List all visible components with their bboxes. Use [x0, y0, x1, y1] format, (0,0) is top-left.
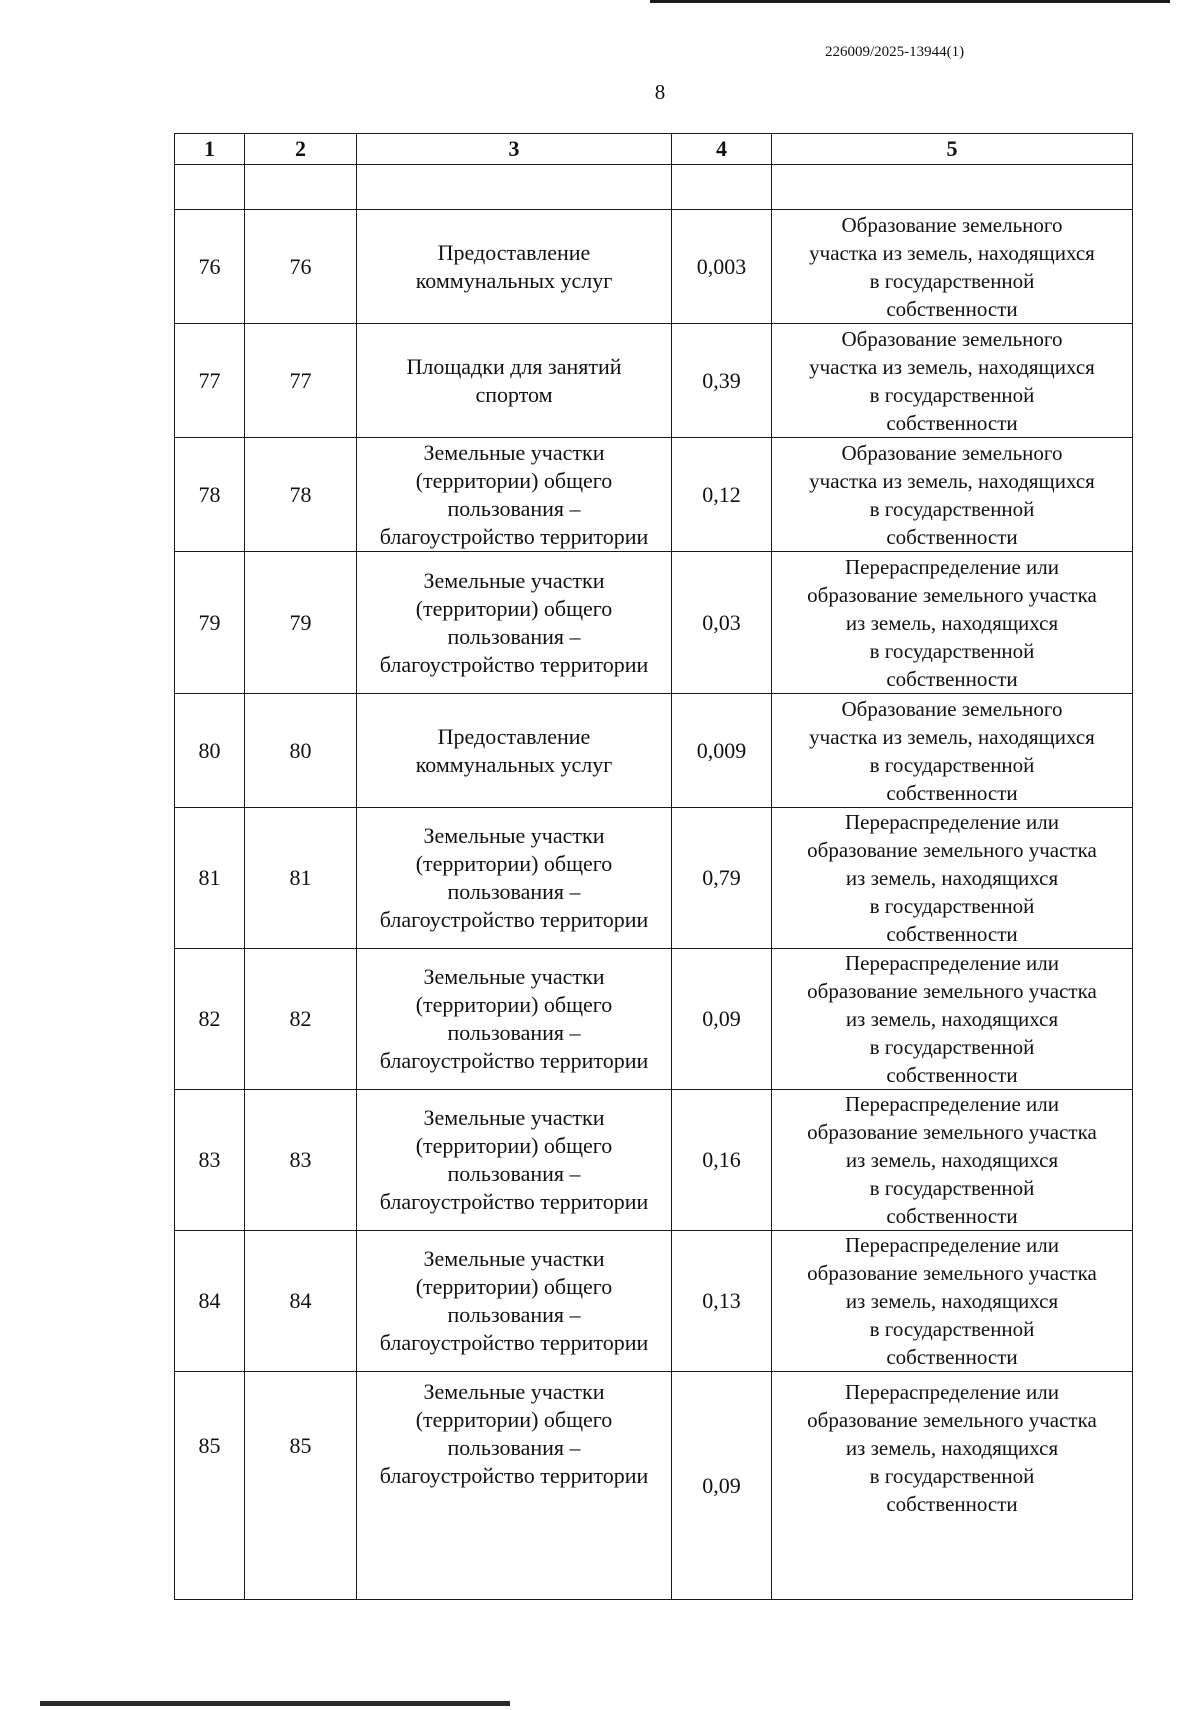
plot-number-cell: 81: [245, 808, 357, 949]
table-body: [175, 165, 1133, 1600]
permitted-use-cell: [357, 210, 672, 324]
area-cell: 0,09: [672, 949, 772, 1090]
scan-artifact-bottom: [40, 1701, 510, 1706]
table-row: [175, 552, 1133, 694]
row-number-cell: 84: [175, 1231, 245, 1372]
permitted-use-line: спортом: [475, 381, 553, 407]
formation-method-line: в государственной: [869, 894, 1035, 918]
formation-method-line: в государственной: [869, 752, 1035, 777]
formation-method-line: собственности: [886, 1063, 1018, 1087]
area-cell: 0,16: [672, 1090, 772, 1231]
permitted-use-line: Предоставление: [437, 723, 591, 749]
permitted-use-cell: [357, 324, 672, 438]
formation-method-line: Перераспределение или: [844, 810, 1060, 834]
plot-number-cell: 82: [245, 949, 357, 1090]
area-cell: 0,13: [672, 1231, 772, 1372]
area-cell: 0,39: [672, 324, 772, 438]
formation-method-line: из земель, находящихся: [845, 1148, 1059, 1172]
row-number-cell: 76: [175, 210, 245, 324]
formation-method-line: собственности: [886, 780, 1018, 805]
permitted-use-line: (территории) общего: [415, 851, 613, 876]
formation-method-line: образование земельного участка: [807, 1261, 1097, 1285]
permitted-use-cell: [357, 552, 672, 694]
formation-method-cell: [772, 808, 1133, 949]
table-row: [175, 808, 1133, 949]
permitted-use-cell: [357, 808, 672, 949]
table-row: [175, 1231, 1133, 1372]
row-number-cell: 79: [175, 552, 245, 694]
empty-cell: [357, 165, 672, 210]
formation-method-line: Перераспределение или: [844, 554, 1060, 579]
permitted-use-line: благоустройство территории: [379, 1048, 649, 1073]
permitted-use-line: Земельные участки: [423, 567, 605, 593]
table-row: [175, 438, 1133, 552]
plot-number-cell: 83: [245, 1090, 357, 1231]
formation-method-line: собственности: [886, 296, 1018, 321]
permitted-use-line: Земельные участки: [423, 823, 605, 848]
permitted-use-line: пользования –: [447, 1302, 581, 1327]
empty-cell: [175, 165, 245, 210]
row-number-cell: 81: [175, 808, 245, 949]
permitted-use-line: Площадки для занятий: [406, 353, 622, 379]
permitted-use-line: благоустройство территории: [379, 1330, 649, 1355]
formation-method-line: собственности: [886, 1345, 1018, 1369]
formation-method-line: из земель, находящихся: [845, 1436, 1059, 1460]
area-cell: 0,79: [672, 808, 772, 949]
permitted-use-line: благоустройство территории: [379, 907, 649, 932]
formation-method-line: собственности: [886, 524, 1018, 549]
permitted-use-cell: [357, 1372, 672, 1600]
plot-number-cell: 78: [245, 438, 357, 552]
column-header-4: 4: [672, 134, 772, 165]
formation-method-cell: [772, 552, 1133, 694]
formation-method-line: образование земельного участка: [807, 582, 1097, 607]
permitted-use-line: коммунальных услуг: [415, 267, 613, 293]
formation-method-line: в государственной: [869, 1464, 1035, 1488]
column-header-1: 1: [175, 134, 245, 165]
row-number-cell: 82: [175, 949, 245, 1090]
permitted-use-cell: [357, 1090, 672, 1231]
formation-method-line: из земель, находящихся: [845, 1289, 1059, 1313]
permitted-use-line: Земельные участки: [423, 1105, 605, 1130]
formation-method-cell: [772, 1231, 1133, 1372]
plot-number-cell: 79: [245, 552, 357, 694]
area-cell: 0,009: [672, 694, 772, 808]
plot-number-cell: 85: [245, 1372, 357, 1600]
formation-method-line: образование земельного участка: [807, 1408, 1097, 1432]
formation-method-cell: [772, 694, 1133, 808]
formation-method-line: в государственной: [869, 638, 1035, 663]
area-cell: 0,09: [672, 1372, 772, 1600]
formation-method-line: из земель, находящихся: [845, 1007, 1059, 1031]
formation-method-line: Перераспределение или: [844, 1380, 1060, 1404]
permitted-use-line: (территории) общего: [415, 1407, 613, 1432]
permitted-use-line: благоустройство территории: [379, 1463, 649, 1488]
formation-method-line: из земель, находящихся: [845, 866, 1059, 890]
permitted-use-line: Земельные участки: [423, 1379, 605, 1404]
permitted-use-line: (территории) общего: [415, 1274, 613, 1299]
area-cell: 0,12: [672, 438, 772, 552]
formation-method-line: Образование земельного: [841, 212, 1063, 237]
table-row: [175, 1372, 1133, 1600]
permitted-use-line: Предоставление: [437, 239, 591, 265]
plot-number-cell: 77: [245, 324, 357, 438]
formation-method-line: в государственной: [869, 382, 1035, 407]
formation-method-line: образование земельного участка: [807, 838, 1097, 862]
formation-method-line: образование земельного участка: [807, 979, 1097, 1003]
formation-method-line: Образование земельного: [841, 440, 1063, 465]
formation-method-line: образование земельного участка: [807, 1120, 1097, 1144]
table-row: [175, 949, 1133, 1090]
formation-method-line: Образование земельного: [841, 326, 1063, 351]
permitted-use-line: (территории) общего: [415, 992, 613, 1017]
formation-method-cell: [772, 949, 1133, 1090]
formation-method-line: Перераспределение или: [844, 951, 1060, 975]
formation-method-line: в государственной: [869, 268, 1035, 293]
empty-spacer-row: [175, 165, 1133, 210]
permitted-use-cell: [357, 1231, 672, 1372]
permitted-use-line: Земельные участки: [423, 1246, 605, 1271]
permitted-use-line: коммунальных услуг: [415, 751, 613, 777]
column-header-3: 3: [357, 134, 672, 165]
row-number-cell: 83: [175, 1090, 245, 1231]
table-row: [175, 694, 1133, 808]
permitted-use-line: пользования –: [447, 1161, 581, 1186]
permitted-use-cell: [357, 438, 672, 552]
formation-method-line: собственности: [886, 922, 1018, 946]
formation-method-cell: [772, 438, 1133, 552]
formation-method-cell: [772, 210, 1133, 324]
row-number-cell: 78: [175, 438, 245, 552]
row-number-cell: 77: [175, 324, 245, 438]
formation-method-line: из земель, находящихся: [845, 610, 1059, 635]
permitted-use-line: (территории) общего: [415, 595, 613, 621]
permitted-use-line: пользования –: [447, 623, 581, 649]
document-number: 226009/2025-13944(1): [825, 44, 965, 60]
area-cell: 0,003: [672, 210, 772, 324]
table-row: [175, 324, 1133, 438]
formation-method-line: Перераспределение или: [844, 1092, 1060, 1116]
table-row: [175, 210, 1133, 324]
formation-method-line: собственности: [886, 666, 1018, 691]
permitted-use-line: пользования –: [447, 1020, 581, 1045]
permitted-use-line: (территории) общего: [415, 1133, 613, 1158]
empty-cell: [245, 165, 357, 210]
permitted-use-line: пользования –: [447, 495, 581, 521]
formation-method-line: в государственной: [869, 496, 1035, 521]
formation-method-cell: [772, 324, 1133, 438]
page-number: 8: [654, 80, 666, 104]
row-number-cell: 80: [175, 694, 245, 808]
permitted-use-line: пользования –: [447, 1435, 581, 1460]
formation-method-line: в государственной: [869, 1176, 1035, 1200]
permitted-use-line: пользования –: [447, 879, 581, 904]
formation-method-line: в государственной: [869, 1035, 1035, 1059]
formation-method-line: Образование земельного: [841, 696, 1063, 721]
empty-cell: [672, 165, 772, 210]
formation-method-line: собственности: [886, 410, 1018, 435]
plot-number-cell: 76: [245, 210, 357, 324]
plot-number-cell: 80: [245, 694, 357, 808]
row-number-cell: 85: [175, 1372, 245, 1600]
formation-method-line: собственности: [886, 1204, 1018, 1228]
empty-cell: [772, 165, 1133, 210]
table-row: [175, 1090, 1133, 1231]
formation-method-line: в государственной: [869, 1317, 1035, 1341]
formation-method-line: участка из земель, находящихся: [809, 354, 1095, 379]
formation-method-line: Перераспределение или: [844, 1233, 1060, 1257]
area-cell: 0,03: [672, 552, 772, 694]
formation-method-cell: [772, 1372, 1133, 1600]
permitted-use-line: Земельные участки: [423, 964, 605, 989]
permitted-use-line: Земельные участки: [423, 439, 605, 465]
formation-method-cell: [772, 1090, 1133, 1231]
column-header-5: 5: [772, 134, 1133, 165]
permitted-use-line: благоустройство территории: [379, 651, 649, 677]
scan-artifact-top: [650, 0, 1170, 3]
land-plots-table: [174, 133, 1133, 1600]
plot-number-cell: 84: [245, 1231, 357, 1372]
table-header-row: [175, 134, 1133, 165]
permitted-use-line: (территории) общего: [415, 467, 613, 493]
formation-method-line: участка из земель, находящихся: [809, 240, 1095, 265]
formation-method-line: собственности: [886, 1492, 1018, 1516]
formation-method-line: участка из земель, находящихся: [809, 468, 1095, 493]
formation-method-line: участка из земель, находящихся: [809, 724, 1095, 749]
column-header-2: 2: [245, 134, 357, 165]
permitted-use-line: благоустройство территории: [379, 523, 649, 549]
permitted-use-cell: [357, 949, 672, 1090]
permitted-use-line: благоустройство территории: [379, 1189, 649, 1214]
permitted-use-cell: [357, 694, 672, 808]
